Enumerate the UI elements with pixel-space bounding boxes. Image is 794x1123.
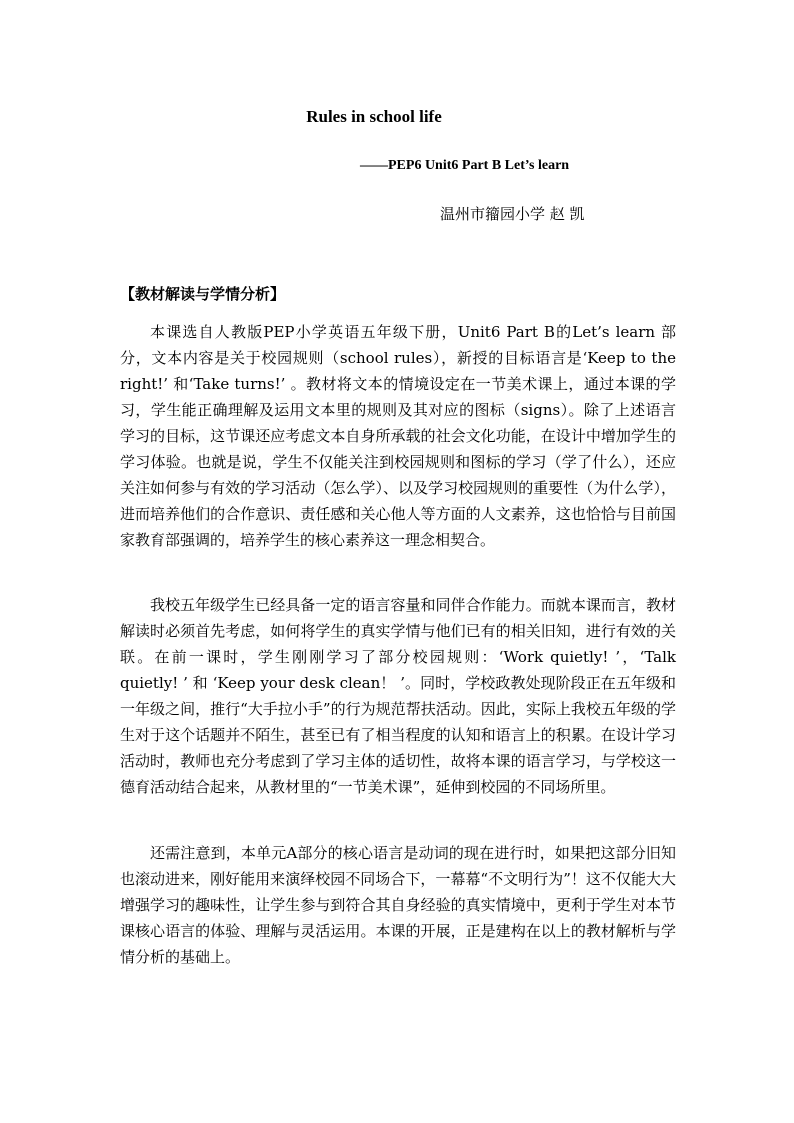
section-heading: 【教材解读与学情分析】 — [120, 285, 286, 303]
document-author: 温州市籀园小学 赵 凯 — [440, 205, 585, 223]
document-title: Rules in school life — [306, 107, 442, 126]
paragraph-student-analysis: 我校五年级学生已经具备一定的语言容量和同伴合作能力。而就本课而言，教材解读时必须首先考虑，如何将学生的真实学情与他们已有的相关旧知，进行有效的关联。在前一课时，学生刚刚学习了部分校园规则：‘Work quietly! ’，‘Talk quietly! ’ 和 ‘Keep your desk clean！ ’。同时，学校政教处现阶段正在五年级和一年级之间，推行“大手拉小手”的行为规范帮扶活动。因此，实际上我校五年级的学生对于这个话题并不陌生，甚至已有了相当程度的认知和语言上的积累。在设计学习活动时，教师也充分考虑到了学习主体的适切性，故将本课的语言学习，与学校这一德育活动结合起来，从教材里的“一节美术课”，延伸到校园的不同场所里。 — [120, 596, 676, 796]
document-subtitle: ——PEP6 Unit6 Part B Let’s learn — [360, 158, 570, 173]
paragraph-textbook-analysis: 本课选自人教版PEP小学英语五年级下册，Unit6 Part B的Let’s learn 部分，文本内容是关于校园规则（school rules），新授的目标语言是‘Keep to the right!’ 和‘Take turns!’ 。教材将文本的情境设定在一节美术课上，通过本课的学习，学生能正确理解及运用文本里的规则及其对应的图标（signs）。除了上述语言学习的目标，这节课还应考虑文本自身所承载的社会文化功能，在设计中增加学生的学习体验。也就是说，学生不仅能关注到校园规则和图标的学习（学了什么），还应关注如何参与有效的学习活动（怎么学）、以及学习校园规则的重要性（为什么学），进而培养他们的合作意识、责任感和关心他人等方面的人文素养，这也恰恰与目前国家教育部强调的，培养学生的核心素养这一理念相契合。 — [120, 323, 676, 549]
paragraph-core-language: 还需注意到，本单元A部分的核心语言是动词的现在进行时，如果把这部分旧知也滚动进来，刚好能用来演绎校园不同场合下，一幕幕“不文明行为”！这不仅能大大增强学习的趣味性，让学生参与到符合其自身经验的真实情境中，更利于学生对本节课核心语言的体验、理解与灵活运用。本课的开展，正是建构在以上的教材解析与学情分析的基础上。 — [120, 844, 676, 966]
